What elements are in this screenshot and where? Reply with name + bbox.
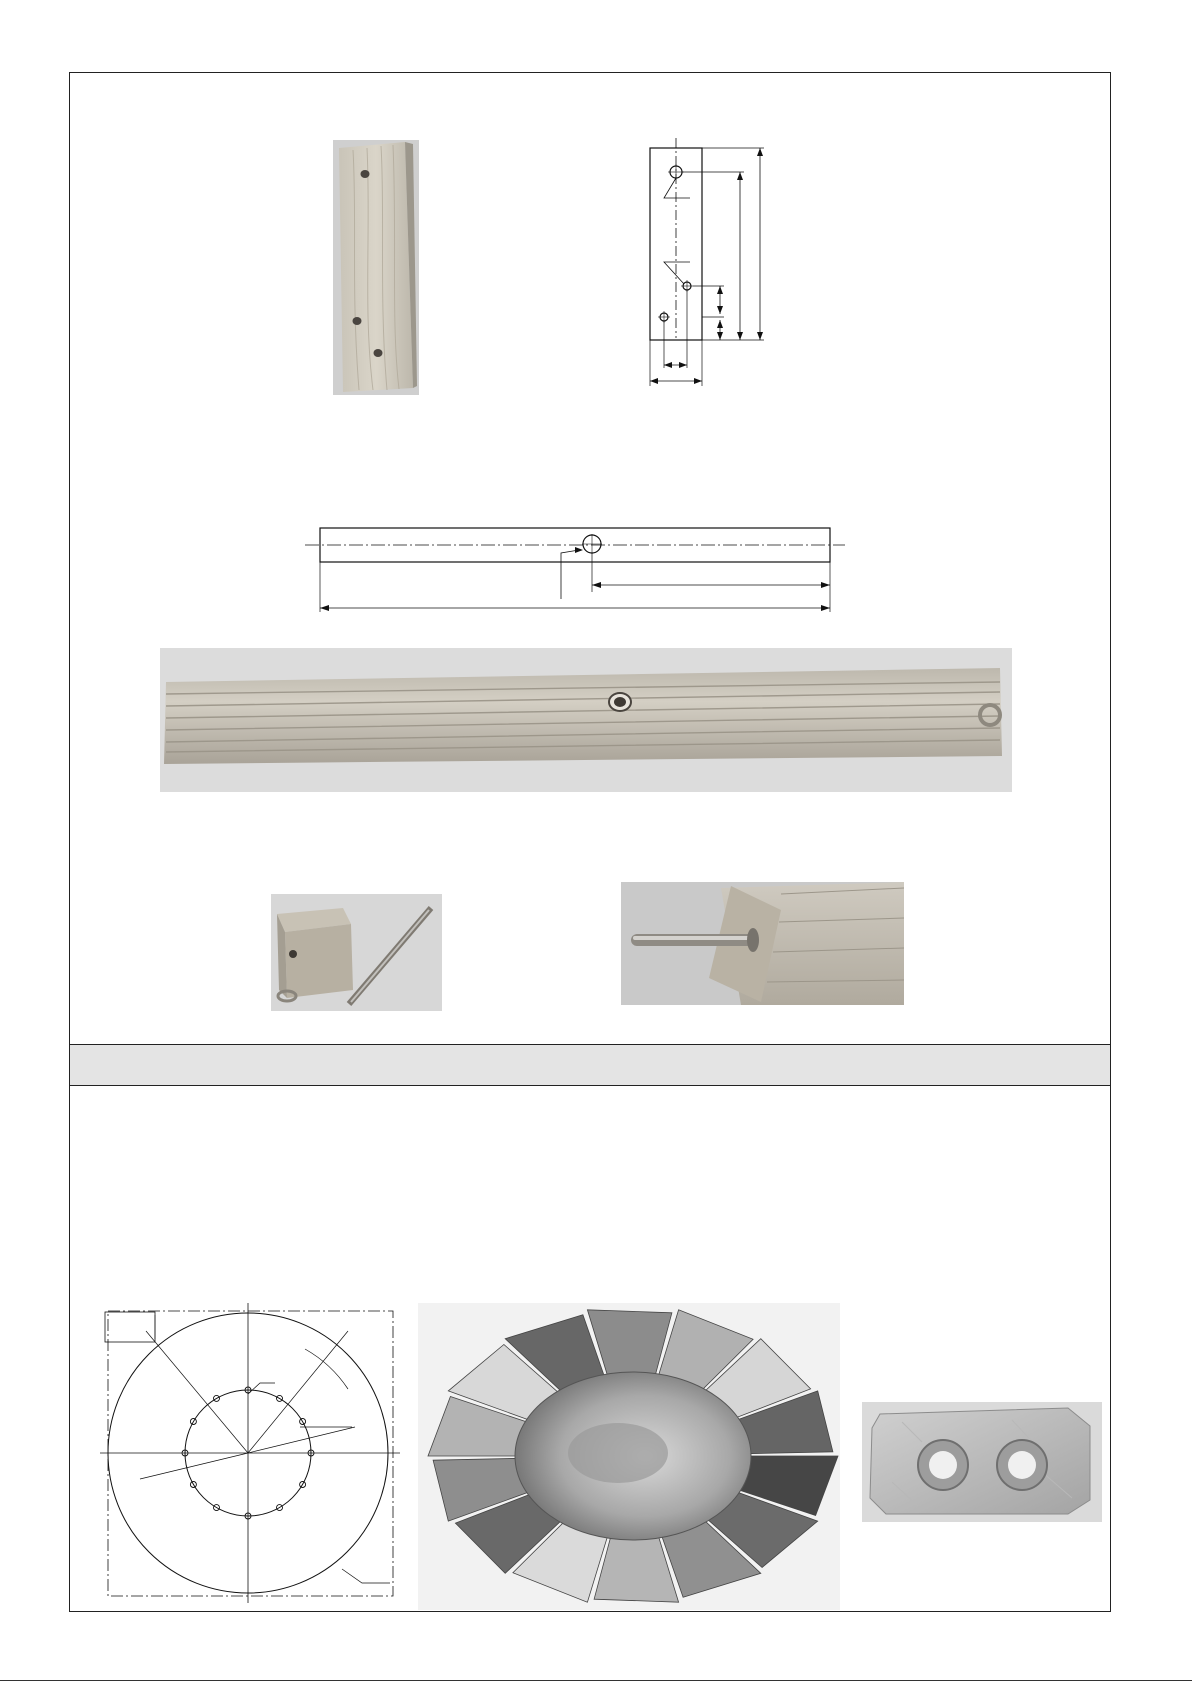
long-bar-photo (160, 648, 1012, 792)
wooden-block-photo (333, 140, 419, 395)
block-and-rod-photo (271, 894, 442, 1011)
metal-plate-photo (862, 1402, 1102, 1522)
metal-rotor-photo (418, 1303, 840, 1610)
rod-in-block-photo (621, 882, 904, 1005)
bar-technical-drawing (305, 520, 845, 620)
section-band (70, 1044, 1110, 1086)
rotor-disc-drawing (100, 1303, 400, 1603)
footer-rule (0, 1680, 1192, 1681)
block-technical-drawing (640, 138, 770, 388)
